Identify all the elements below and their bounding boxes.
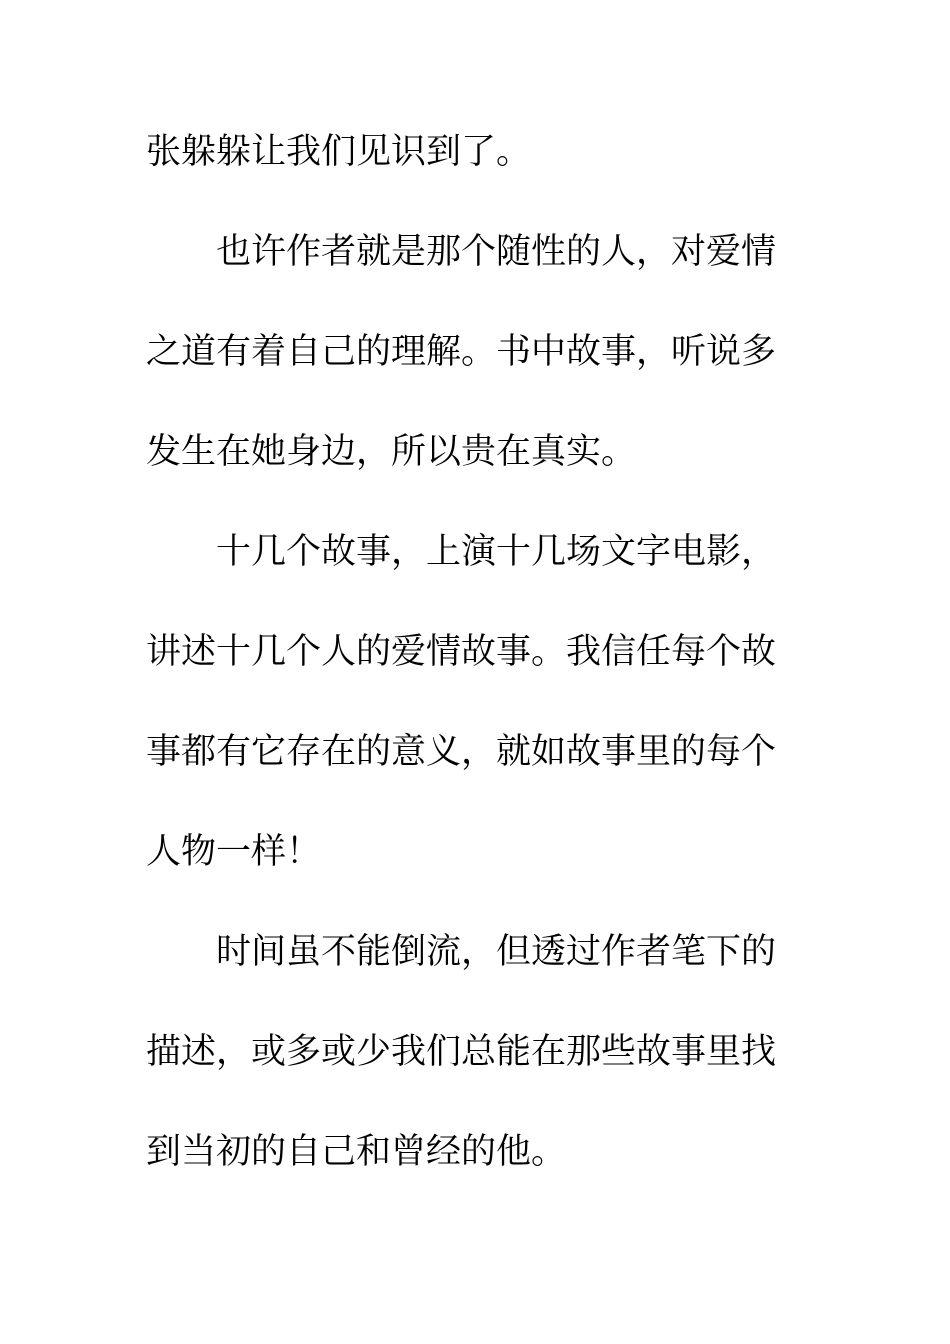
paragraph-start-line: 十几个故事，上演十几场文字电影， <box>216 532 777 572</box>
text-line: 张躲躲让我们见识到了。 <box>146 132 532 172</box>
paragraph-start-line: 也许作者就是那个随性的人，对爱情 <box>216 232 777 272</box>
text-line: 到当初的自己和曾经的他。 <box>146 1132 567 1172</box>
text-line: 发生在她身边，所以贵在真实。 <box>146 432 637 472</box>
text-line: 人物一样！ <box>146 832 322 872</box>
text-line: 讲述十几个人的爱情故事。我信任每个故 <box>146 632 777 672</box>
text-line: 之道有着自己的理解。书中故事，听说多 <box>146 332 777 372</box>
paragraph-start-line: 时间虽不能倒流，但透过作者笔下的 <box>216 932 777 972</box>
text-line: 事都有它存在的意义，就如故事里的每个 <box>146 732 777 772</box>
text-line: 描述，或多或少我们总能在那些故事里找 <box>146 1032 777 1072</box>
